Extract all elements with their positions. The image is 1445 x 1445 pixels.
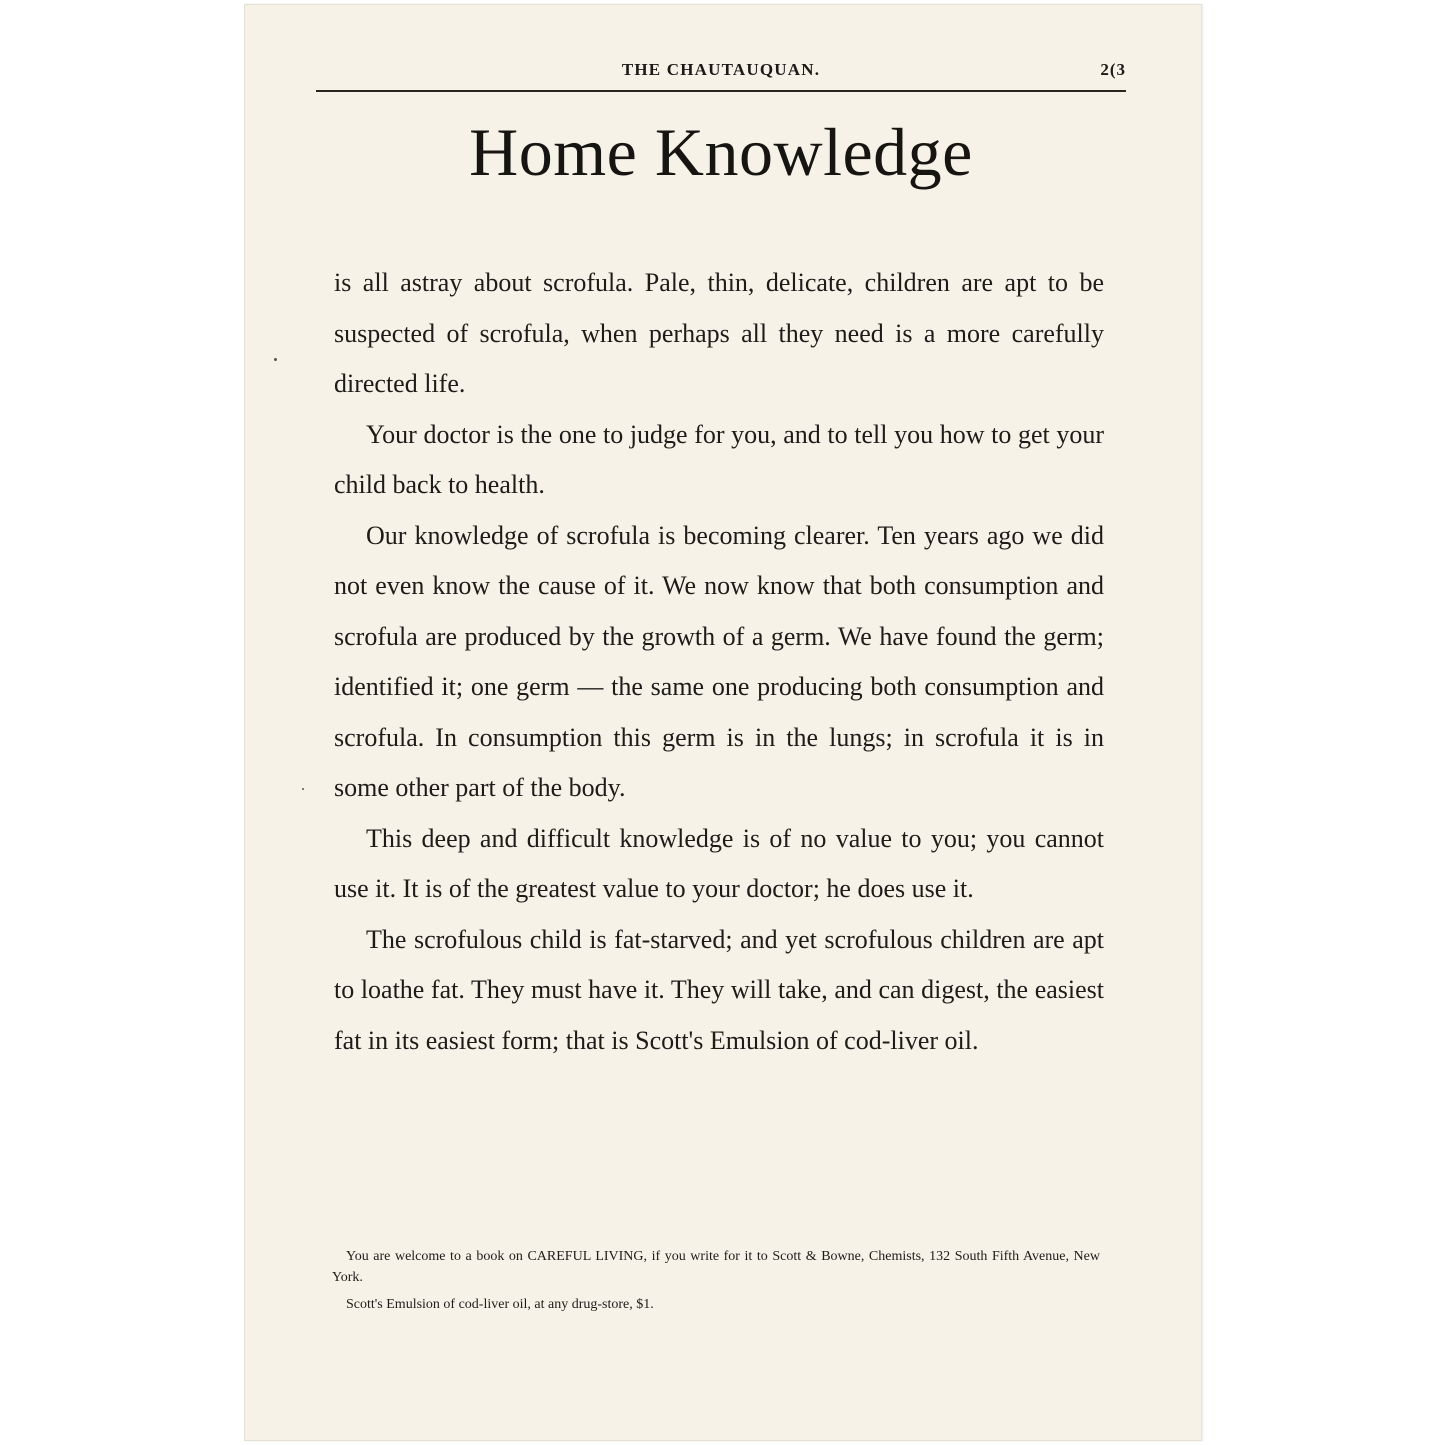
footer-note: You are welcome to a book on CAREFUL LIVING, if you write for it to Scott & Bowne, Chemists, 132 South Fifth Avenue, New York. <box>332 1249 1100 1285</box>
paper-speck <box>274 358 277 361</box>
body-paragraph: Your doctor is the one to judge for you, and to tell you how to get your child back to health. <box>334 419 1104 499</box>
running-head <box>316 58 1126 88</box>
body-paragraph: This deep and difficult knowledge is of no value to you; you cannot use it. It is of the greatest value to your doctor; he does use it. <box>334 823 1104 903</box>
page-number: 2(3 <box>1100 60 1126 79</box>
body-paragraph: Our knowledge of scrofula is becoming clearer. Ten years ago we did not even know the cause of it. We now know that both consumption and scrofula are produced by the growth of a germ. We have found the germ; identified it; one germ — the same one producing both consumption and scrofula. In consumption this germ is in the lungs; in scrofula it is in some other part of the body. <box>334 520 1104 802</box>
body-paragraph: The scrofulous child is fat-starved; and yet scrofulous children are apt to loathe fat. They must have it. They will take, and can digest, the easiest fat in its easiest form; that is Scott's Emulsion of cod-liver oil. <box>334 924 1104 1055</box>
ad-footer-notes <box>332 1246 1100 1321</box>
body-paragraph: is all astray about scrofula. Pale, thin, delicate, children are apt to be suspected of scrofula, when perhaps all they need is a more carefully directed life. <box>334 268 1104 398</box>
ad-body <box>334 258 1104 1066</box>
footer-note: Scott's Emulsion of cod-liver oil, at any drug-store, $1. <box>346 1297 654 1312</box>
ad-headline: Home Knowledge <box>469 114 973 190</box>
header-rule <box>316 90 1126 92</box>
journal-name: THE CHAUTAUQUAN. <box>621 60 821 79</box>
paper-speck <box>302 788 304 790</box>
